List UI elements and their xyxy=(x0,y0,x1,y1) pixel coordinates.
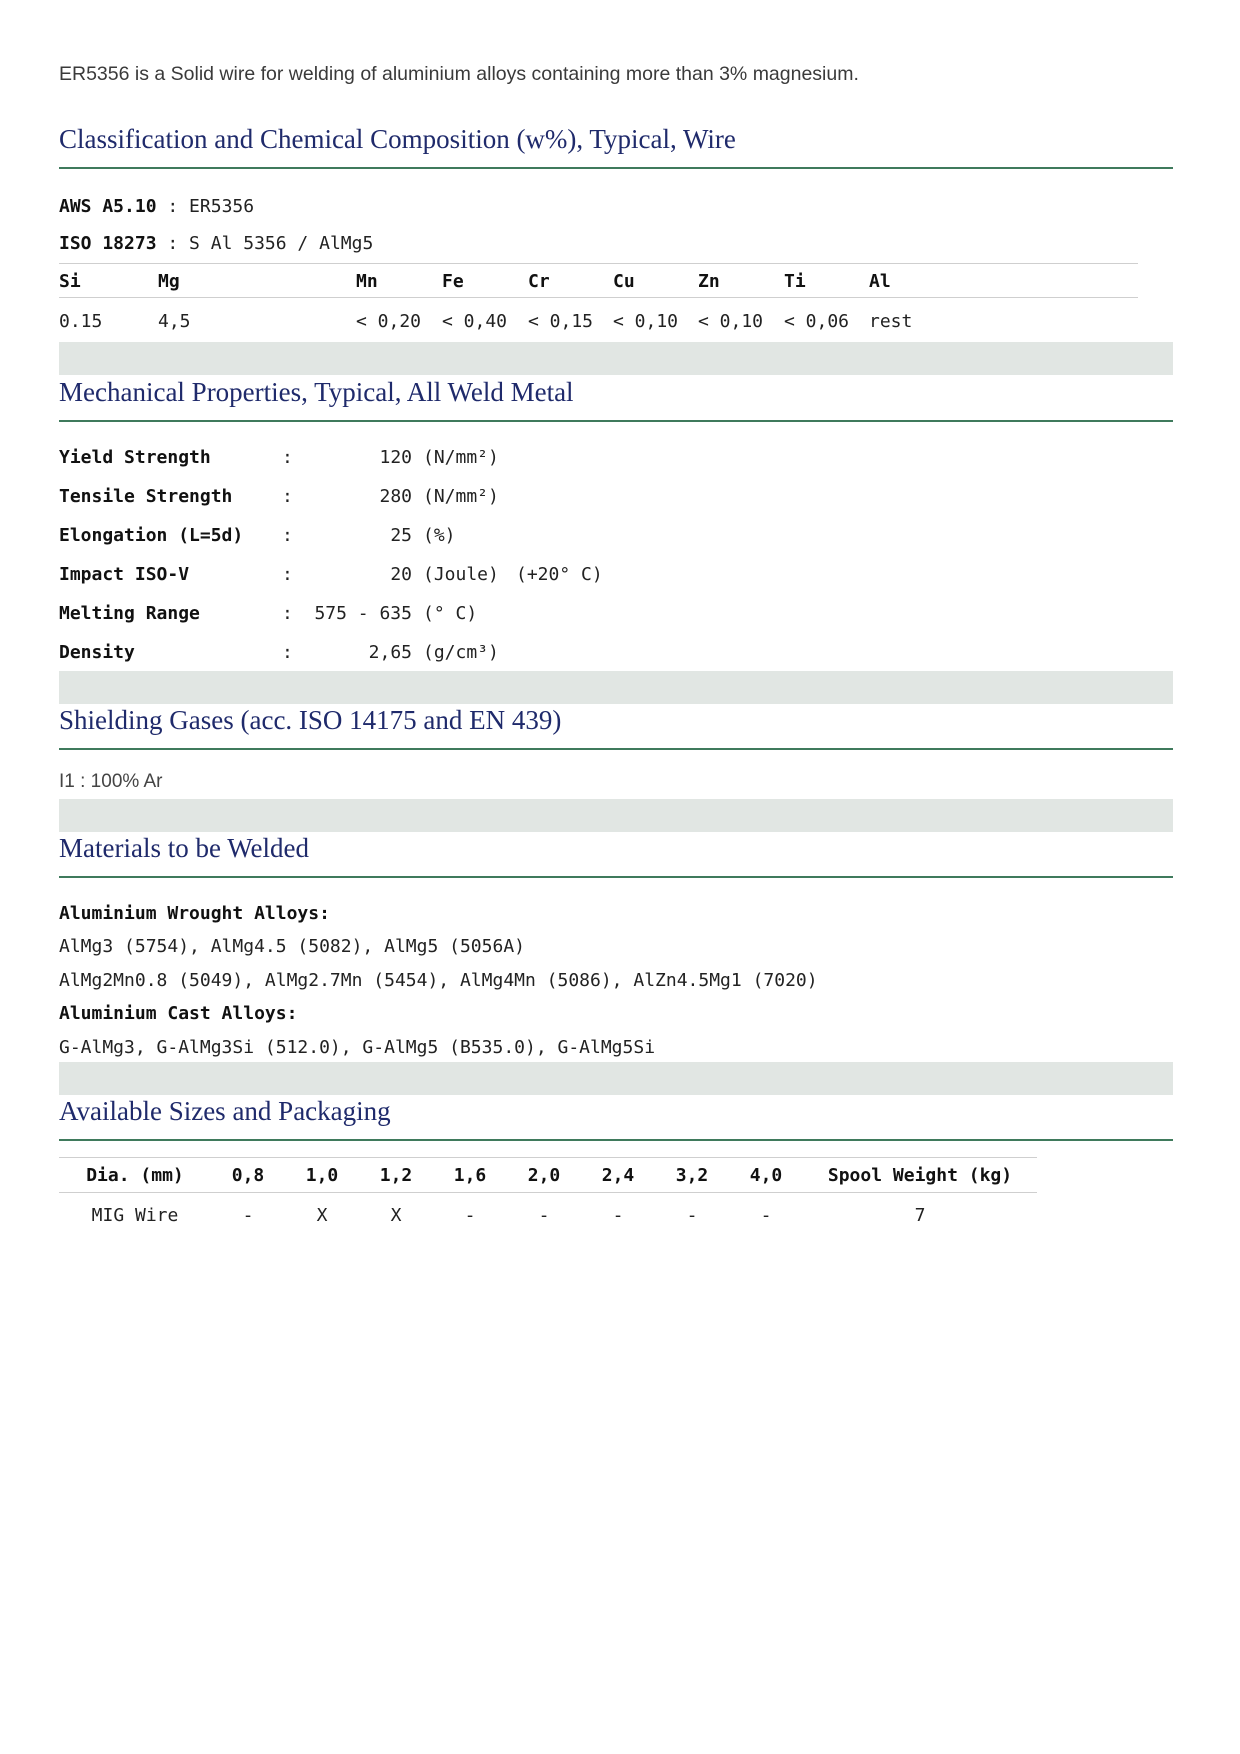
element-value: < 0,10 xyxy=(613,311,679,332)
intro-text: ER5356 is a Solid wire for welding of aluminium alloys containing more than 3% magnesium. xyxy=(59,63,859,85)
section-divider xyxy=(59,420,1173,422)
size-cell: 7 xyxy=(914,1205,926,1226)
element-header: Cr xyxy=(528,271,550,292)
element-header: Ti xyxy=(784,271,806,292)
property-value: 20 xyxy=(390,564,412,585)
section-separator-band xyxy=(59,671,1173,704)
wrought-alloys-heading: Aluminium Wrought Alloys: xyxy=(59,903,330,924)
property-separator: : xyxy=(282,447,293,468)
property-extra: (+20° C) xyxy=(516,564,603,585)
size-cell: - xyxy=(464,1205,476,1226)
element-value: < 0,06 xyxy=(784,311,850,332)
size-header: 1,0 xyxy=(305,1165,339,1186)
size-cell: X xyxy=(316,1205,328,1226)
size-header: 4,0 xyxy=(749,1165,783,1186)
section-divider xyxy=(59,876,1173,878)
size-header: Spool Weight (kg) xyxy=(827,1165,1013,1186)
wrought-alloys-line: AlMg3 (5754), AlMg4.5 (5082), AlMg5 (5056A) xyxy=(59,936,525,957)
section-separator-band xyxy=(59,799,1173,832)
property-separator: : xyxy=(282,603,293,624)
property-label: Impact ISO-V xyxy=(59,564,190,585)
size-cell: - xyxy=(760,1205,772,1226)
element-value: 4,5 xyxy=(158,311,191,332)
iso-value: : S Al 5356 / AlMg5 xyxy=(156,233,374,254)
element-header: Mn xyxy=(356,271,378,292)
property-label: Density xyxy=(59,642,135,663)
section-divider xyxy=(59,167,1173,169)
element-value: < 0,20 xyxy=(356,311,422,332)
property-label: Tensile Strength xyxy=(59,486,233,507)
section-title-mechanical: Mechanical Properties, Typical, All Weld Metal xyxy=(59,377,574,407)
aws-label: AWS A5.10 xyxy=(59,196,157,217)
aws-classification xyxy=(59,196,254,217)
size-cell: - xyxy=(612,1205,624,1226)
element-value: < 0,15 xyxy=(528,311,594,332)
cast-alloys-line: G-AlMg3, G-AlMg3Si (512.0), G-AlMg5 (B535.0), G-AlMg5Si xyxy=(59,1037,656,1058)
section-title-sizes: Available Sizes and Packaging xyxy=(59,1096,391,1126)
section-title-classification: Classification and Chemical Composition (w%), Typical, Wire xyxy=(59,124,736,154)
property-unit: (N/mm²) xyxy=(423,447,499,468)
size-header: 3,2 xyxy=(675,1165,709,1186)
size-cell: MIG Wire xyxy=(91,1205,179,1226)
element-value: rest xyxy=(869,311,913,332)
element-header: Fe xyxy=(442,271,464,292)
section-title-materials: Materials to be Welded xyxy=(59,833,310,863)
element-header: Mg xyxy=(158,271,180,292)
size-cell: - xyxy=(686,1205,698,1226)
iso-classification xyxy=(59,233,373,254)
property-label: Yield Strength xyxy=(59,447,211,468)
size-header: 2,4 xyxy=(601,1165,635,1186)
property-unit: (Joule) xyxy=(423,564,499,585)
table-rule xyxy=(59,263,1138,264)
property-unit: (g/cm³) xyxy=(423,642,499,663)
aws-value: : ER5356 xyxy=(156,196,255,217)
property-value: 280 xyxy=(379,486,412,507)
section-separator-band xyxy=(59,342,1173,375)
size-header: 0,8 xyxy=(231,1165,265,1186)
element-header: Cu xyxy=(613,271,635,292)
property-value: 25 xyxy=(390,525,412,546)
property-label: Elongation (L=5d) xyxy=(59,525,244,546)
property-value: 2,65 xyxy=(368,642,412,663)
size-header: Dia. (mm) xyxy=(86,1165,184,1186)
section-divider xyxy=(59,748,1173,750)
section-separator-band xyxy=(59,1062,1173,1095)
wrought-alloys-line: AlMg2Mn0.8 (5049), AlMg2.7Mn (5454), AlMg4Mn (5086), AlZn4.5Mg1 (7020) xyxy=(59,970,818,991)
property-value: 575 - 635 xyxy=(314,603,412,624)
cast-alloys-heading: Aluminium Cast Alloys: xyxy=(59,1003,298,1024)
size-header: 1,6 xyxy=(453,1165,487,1186)
property-separator: : xyxy=(282,564,293,585)
property-unit: (N/mm²) xyxy=(423,486,499,507)
property-unit: (° C) xyxy=(423,603,478,624)
size-header: 1,2 xyxy=(379,1165,413,1186)
table-rule xyxy=(59,1192,1037,1193)
size-header: 2,0 xyxy=(527,1165,561,1186)
element-value: < 0,40 xyxy=(442,311,508,332)
gas-spec: I1 : 100% Ar xyxy=(59,771,163,792)
property-unit: (%) xyxy=(423,525,456,546)
section-divider xyxy=(59,1139,1173,1141)
element-header: Al xyxy=(869,271,891,292)
size-cell: - xyxy=(538,1205,550,1226)
table-rule xyxy=(59,297,1138,298)
iso-label: ISO 18273 xyxy=(59,233,157,254)
section-title-gases: Shielding Gases (acc. ISO 14175 and EN 439) xyxy=(59,705,562,735)
size-cell: X xyxy=(390,1205,402,1226)
table-rule xyxy=(59,1157,1037,1158)
property-separator: : xyxy=(282,525,293,546)
element-value: < 0,10 xyxy=(698,311,764,332)
property-value: 120 xyxy=(379,447,412,468)
property-separator: : xyxy=(282,486,293,507)
property-separator: : xyxy=(282,642,293,663)
property-label: Melting Range xyxy=(59,603,200,624)
element-value: 0.15 xyxy=(59,311,103,332)
element-header: Zn xyxy=(698,271,720,292)
size-cell: - xyxy=(242,1205,254,1226)
element-header: Si xyxy=(59,271,81,292)
